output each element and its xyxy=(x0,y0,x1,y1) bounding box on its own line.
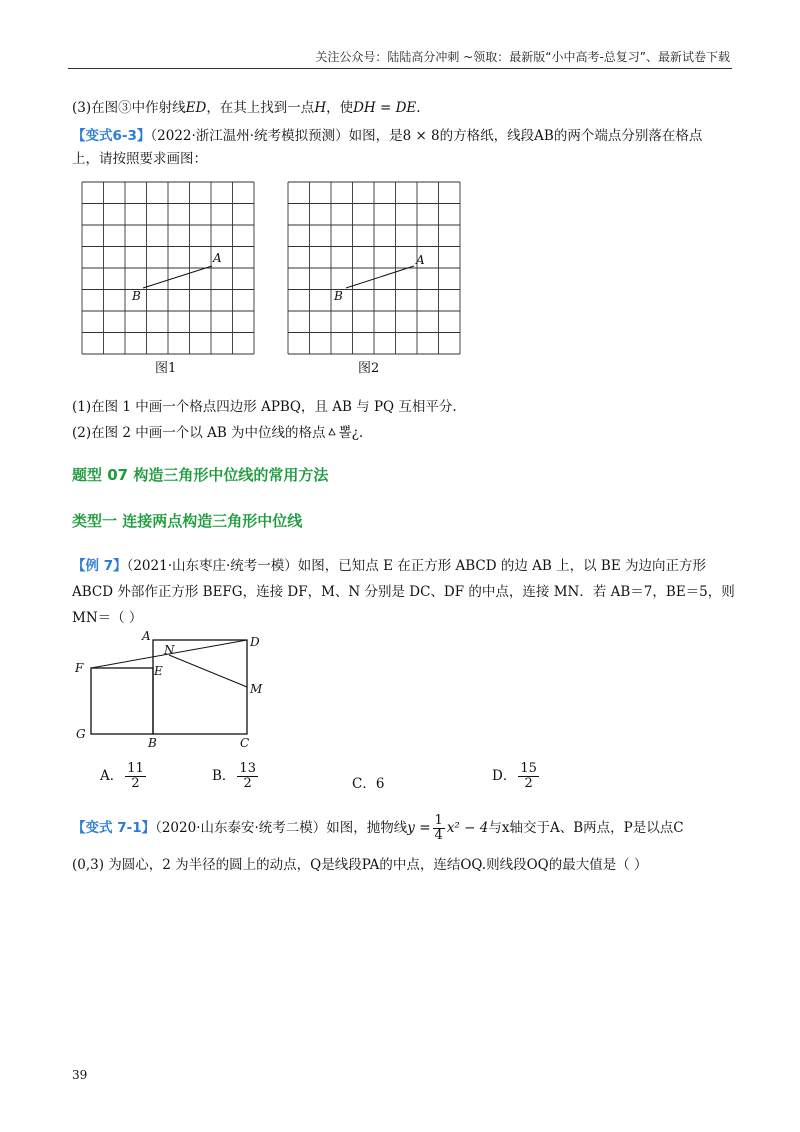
fraction-denominator: 4 xyxy=(434,828,443,843)
variant-6-3-text: （2022·浙江温州·统考模拟预测）如图，是8 × 8的方格纸，线段AB的两个端点分别落在格点 xyxy=(150,128,703,144)
caption-fig-1: 图1 xyxy=(155,361,177,376)
choice-b-fraction xyxy=(237,762,258,791)
section-heading-07: 题型 07 构造三角形中位线的常用方法 xyxy=(72,466,329,484)
segment-ab-1 xyxy=(143,266,212,288)
choice-a-label: A． xyxy=(100,768,124,784)
example-7-tag: 【例 7】 xyxy=(72,558,127,574)
equation-rest: x² − 4 xyxy=(446,820,489,836)
choice-b-denominator: 2 xyxy=(243,776,252,791)
question-3 xyxy=(72,96,421,116)
choice-b-label: B． xyxy=(212,768,236,784)
question-2: (2)在图 2 中画一个以 AB 为中位线的格点ㅿ뽈¿. xyxy=(72,425,364,441)
equation-fraction xyxy=(433,814,445,843)
variant-6-3-tag: 【变式6-3】 xyxy=(72,128,151,144)
example-7-line1 xyxy=(72,554,706,574)
variant-7-1-tag: 【变式 7-1】 xyxy=(72,820,156,836)
choice-a-numerator: 11 xyxy=(127,761,144,776)
label-m: M xyxy=(250,682,263,696)
label-b-1: B xyxy=(132,289,141,303)
choice-d-label: D． xyxy=(492,768,517,784)
variant-6-3-line2: 上，请按照要求画图： xyxy=(72,151,207,167)
choice-a xyxy=(100,762,148,791)
label-b-2: B xyxy=(334,289,343,303)
choice-d-numerator: 15 xyxy=(520,761,537,776)
point-h: H xyxy=(314,100,327,116)
grid-figure-2 xyxy=(286,180,466,380)
choice-d xyxy=(492,762,541,791)
page-header: 关注公众号：陆陆高分冲刺 ~领取：最新版“小中高考-总复习”、最新试卷下载 xyxy=(315,50,730,64)
equation-y: y = xyxy=(407,820,431,836)
question-3-end: . xyxy=(416,100,421,116)
square-befg xyxy=(91,668,153,734)
label-c: C xyxy=(240,736,250,750)
choice-c-label: C． xyxy=(352,776,376,792)
grid-lines-2 xyxy=(288,182,460,354)
label-g: G xyxy=(76,727,86,741)
question-3-pre: (3)在图③中作射线 xyxy=(72,100,186,116)
label-n: N xyxy=(164,643,175,657)
choice-b xyxy=(212,762,260,791)
fraction-numerator: 1 xyxy=(434,813,443,828)
ray-ed: ED xyxy=(185,100,207,116)
label-a-1: A xyxy=(213,251,222,265)
label-e: E xyxy=(154,664,163,678)
example-7-text: （2021·山东枣庄·统考一模）如图，已知点 E 在正方形 ABCD 的边 AB 上，以 BE 为边向正方形 xyxy=(126,558,706,574)
geometry-figure-7 xyxy=(70,628,280,753)
choice-a-fraction xyxy=(125,762,146,791)
label-b: B xyxy=(148,736,157,750)
subsection-heading-type1: 类型一 连接两点构造三角形中位线 xyxy=(72,512,303,530)
choice-c xyxy=(352,772,384,792)
question-3-mid2: ，使 xyxy=(326,100,354,116)
header-rule xyxy=(68,68,732,69)
variant-7-1-text: 与x轴交于A、B两点，P是以点C xyxy=(488,820,684,836)
example-7-line2: ABCD 外部作正方形 BEFG，连接 DF，M、N 分别是 DC、DF 的中点，连接 MN．若 AB＝7，BE＝5，则 xyxy=(72,584,735,600)
segment-ab-2 xyxy=(346,266,414,288)
choice-d-fraction xyxy=(518,762,539,791)
equation-dh-de: DH = DE xyxy=(353,100,417,116)
choice-a-denominator: 2 xyxy=(131,776,140,791)
choice-d-denominator: 2 xyxy=(524,776,533,791)
grid-lines-1 xyxy=(82,182,254,354)
choice-b-numerator: 13 xyxy=(239,761,256,776)
page-number: 39 xyxy=(72,1068,88,1082)
grid-figure-1 xyxy=(80,180,260,380)
variant-7-1-line1 xyxy=(72,814,684,843)
label-f: F xyxy=(75,661,84,675)
label-d: D xyxy=(250,635,260,649)
question-3-mid: ，在其上找到一点 xyxy=(206,100,315,116)
label-a-2: A xyxy=(416,253,425,267)
example-7-line3: MN＝（ ） xyxy=(72,610,143,626)
choice-c-value: 6 xyxy=(375,776,385,792)
question-1: (1)在图 1 中画一个格点四边形 APBQ，且 AB 与 PQ 互相平分. xyxy=(72,399,457,415)
segment-mn xyxy=(169,655,247,687)
variant-6-3-line1 xyxy=(72,124,702,144)
variant-7-1-source: （2020·山东泰安·统考二模）如图，抛物线 xyxy=(155,820,408,836)
variant-7-1-line2: (0,3) 为圆心，2 为半径的圆上的动点，Q是线段PA的中点，连结OQ.则线段OQ的最大值是（ ） xyxy=(72,857,648,873)
label-a: A xyxy=(142,629,151,643)
caption-fig-2: 图2 xyxy=(358,361,380,376)
